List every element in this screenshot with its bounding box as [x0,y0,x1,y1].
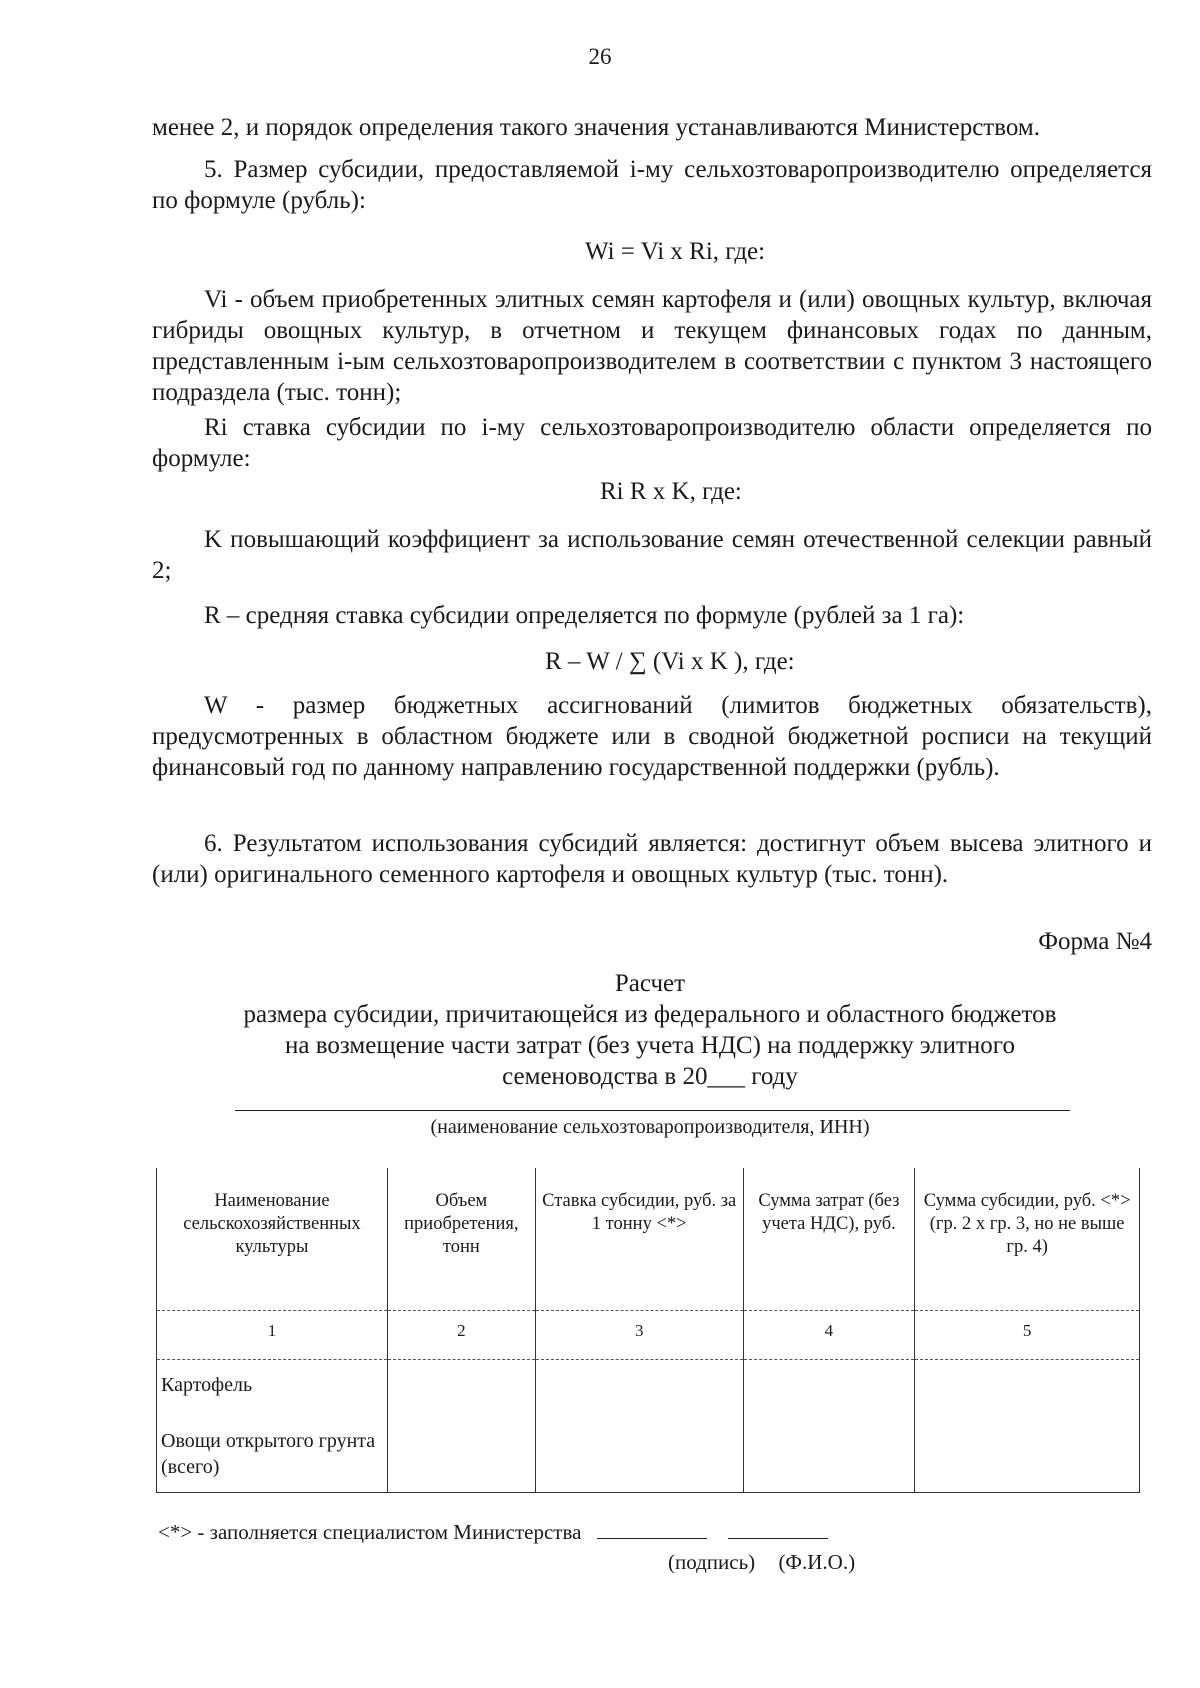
col-number: 2 [387,1311,535,1360]
paragraph-w: W - размер бюджетных ассигнований (лимитов бюджетных обязательств), предусмотренных в областном бюджете или в сводной бюджетной росписи на текущий финансовый год по данному направлению государственной поддержки (рубль). [152,692,1152,781]
page-number: 26 [588,44,612,69]
formula-ri: Ri R x K, где: [600,478,742,505]
title-line-2: размера субсидии, причитающейся из федерального и областного бюджетов [243,1001,1057,1028]
form-title [0,968,1200,1092]
table-cell [535,1360,743,1423]
col-number: 4 [743,1311,915,1360]
col-number: 5 [915,1311,1140,1360]
table-cell [915,1422,1140,1493]
table-cell [743,1360,915,1423]
col-number: 3 [535,1311,743,1360]
title-line-4: семеноводства в 20___ году [502,1063,798,1090]
table-cell [387,1422,535,1493]
footnote-text: <*> - заполняется специалистом Министерства [158,1520,582,1544]
formula-r: R – W / ∑ (Vi x K ), где: [545,648,795,675]
table-cell [387,1360,535,1423]
col-number: 1 [157,1311,388,1360]
signature-label: (подпись) [668,1550,756,1574]
header-costs: Сумма затрат (без учета НДС), руб. [743,1168,915,1311]
title-line-3: на возмещение части затрат (без учета НДС) на поддержку элитного [285,1032,1015,1059]
signature-captions [668,1550,873,1575]
paragraph-k: K повышающий коэффициент за использование семян отечественной селекции равный 2; [152,526,1152,584]
org-name-line [235,1110,1070,1111]
signature-blank [597,1538,707,1539]
form-number-label: Форма №4 [1038,928,1152,955]
paragraph-intro: менее 2, и порядок определения такого значения устанавливаются Министерством. [152,114,1040,141]
formula-wi: Wi = Vi x Ri, где: [585,238,766,265]
paragraph-5: 5. Размер субсидии, предоставляемой i-му сельхозтоваропроизводителю определяется по формуле (рубль): [152,156,1152,214]
org-name-caption: (наименование сельхозтоваропроизводителя, ИНН) [430,1116,870,1138]
fio-blank [728,1538,828,1539]
table-cell [915,1360,1140,1423]
paragraph-vi: Vi - объем приобретенных элитных семян картофеля и (или) овощных культур, включая гибриды овощных культур, в отчетном и текущем финансовых годах по данным, представленным i-ым сельхозтоваропроизводителем в соответствии с пунктом 3 настоящего подраздела (тыс. тонн); [152,286,1152,406]
subsidy-calculation-table [156,1168,1140,1493]
table-header-row [157,1168,1140,1311]
paragraph-ri: Ri ставка субсидии по i-му сельхозтоваропроизводителю области определяется по формуле: [152,414,1152,472]
title-line-1: Расчет [614,970,686,997]
footnote [158,1520,828,1545]
row-label-potato: Картофель [157,1360,388,1423]
paragraph-r: R – средняя ставка субсидии определяется по формуле (рублей за 1 га): [204,602,965,629]
header-volume: Объем приобретения, тонн [387,1168,535,1311]
table-row [157,1360,1140,1423]
header-subsidy: Сумма субсидии, руб. <*> (гр. 2 х гр. 3, но не выше гр. 4) [915,1168,1140,1311]
table-cell [743,1422,915,1493]
header-crop-name: Наименование сельскохозяйственных культуры [157,1168,388,1311]
fio-label: (Ф.И.О.) [778,1550,856,1574]
table-column-numbers [157,1311,1140,1360]
row-label-vegetables: Овощи открытого грунта (всего) [157,1422,388,1493]
table-cell [535,1422,743,1493]
header-rate: Ставка субсидии, руб. за 1 тонну <*> [535,1168,743,1311]
paragraph-6: 6. Результатом использования субсидий является: достигнут объем высева элитного и (или) оригинального семенного картофеля и овощных культур (тыс. тонн). [152,830,1152,888]
table-row [157,1422,1140,1493]
